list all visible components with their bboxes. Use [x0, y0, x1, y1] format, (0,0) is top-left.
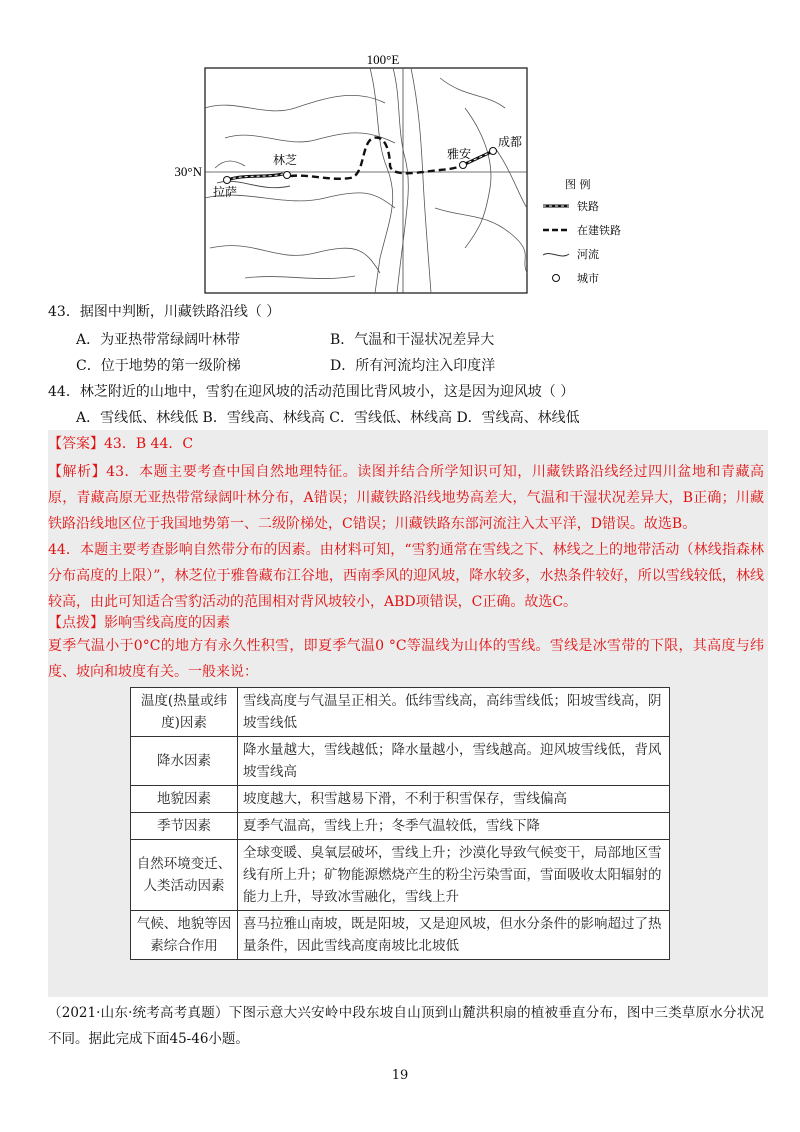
- city-linzhi: 林芝: [273, 153, 298, 167]
- table-row: [131, 840, 670, 911]
- city-lhasa: 拉萨: [213, 185, 238, 199]
- legend-river: 河流: [577, 248, 599, 261]
- next-question-intro: （2021·山东·统考高考真题）下图示意大兴安岭中段东坡自山顶到山麓洪积扇的植被垂直分布，图中三类草原水分状况不同。据此完成下面45-46小题。: [48, 1005, 764, 1047]
- legend-railway-construction: 在建铁路: [577, 224, 621, 237]
- desc-cell: 夏季气温高，雪线上升；冬季气温较低，雪线下降: [238, 813, 670, 840]
- factor-cell: 温度(热量或纬度)因素: [131, 688, 238, 737]
- table-row: [131, 911, 670, 960]
- q44-stem: 44．林芝附近的山地中，雪豹在迎风坡的活动范围比背风坡小，这是因为迎风坡（ ）: [48, 384, 575, 400]
- tip-title: 【点拨】影响雪线高度的因素: [48, 615, 230, 631]
- city-lhasa-marker: [224, 177, 231, 184]
- snowline-factors-table: [130, 687, 670, 960]
- analysis-44: 44．本题主要考查影响自然带分布的因素。由材料可知，“雪豹通常在雪线之下、林线之上的地带活动（林线指森林分布高度的上限）”，林芝位于雅鲁藏布江谷地，西南季风的迎风坡，降水较多，水热条件较好，所以雪线较低，林线较高，由此可知适合雪豹活动的范围相对背风坡较小，ABD项错误，C正确。故选C。: [48, 542, 764, 610]
- longitude-label: 100°E: [366, 52, 400, 67]
- q43-option-d: D．所有河流均注入印度洋: [330, 358, 496, 374]
- table-row: [131, 688, 670, 737]
- desc-cell: 全球变暖、臭氧层破坏，雪线上升；沙漠化导致气候变干，局部地区雪线有所上升；矿物能源燃烧产生的粉尘污染雪面，雪面吸收太阳辐射的能力上升，导致冰雪融化，雪线上升: [238, 840, 670, 911]
- city-chengdu-marker: [490, 148, 497, 155]
- q43-option-a: A．为亚热带常绿阔叶林带: [76, 332, 241, 348]
- city-yaan: 雅安: [447, 147, 472, 161]
- desc-cell: 降水量越大，雪线越低；降水量越小，雪线越高。迎风坡雪线低，背风坡雪线高: [238, 737, 670, 786]
- latitude-label: 30°N: [174, 164, 202, 179]
- q44-options: A．雪线低、林线低 B．雪线高、林线高 C．雪线低、林线高 D．雪线高、林线低: [76, 410, 580, 426]
- analysis-43: 【解析】43．本题主要考查中国自然地理特征。读图并结合所学知识可知，川藏铁路沿线经过四川盆地和青藏高原，青藏高原无亚热带常绿阔叶林分布，A错误；川藏铁路沿线地势高差大，气温和干湿状况差异大，B正确；川藏铁路沿线地区位于我国地势第一、二级阶梯处，C错误；川藏铁路东部河流注入太平洋，D错误。故选B。: [48, 464, 764, 532]
- city-linzhi-marker: [284, 172, 291, 179]
- tip-text: 夏季气温小于0°C的地方有永久性积雪，即夏季气温0 °C等温线为山体的雪线。雪线是冰雪带的下限，其高度与纬度、坡向和坡度有关。一般来说：: [48, 638, 764, 680]
- legend-title: 图 例: [565, 178, 591, 191]
- table-row: [131, 737, 670, 786]
- city-yaan-marker: [460, 162, 467, 169]
- q43-option-c: C．位于地势的第一级阶梯: [76, 358, 241, 374]
- factor-cell: 自然环境变迁、人类活动因素: [131, 840, 238, 911]
- table-row: [131, 786, 670, 813]
- factor-cell: 降水因素: [131, 737, 238, 786]
- legend-city: 城市: [577, 272, 599, 285]
- desc-cell: 喜马拉雅山南坡，既是阳坡，又是迎风坡，但水分条件的影响超过了热量条件，因此雪线高度南坡比北坡低: [238, 911, 670, 960]
- desc-cell: 雪线高度与气温呈正相关。低纬雪线高，高纬雪线低；阳坡雪线高，阴坡雪线低: [238, 688, 670, 737]
- answer-line: 【答案】43．B 44．C: [48, 436, 194, 452]
- q43-stem: 43．据图中判断，川藏铁路沿线（ ）: [48, 304, 281, 320]
- map-frame: [205, 68, 527, 293]
- map-legend: [543, 177, 621, 285]
- legend-railway: 铁路: [577, 200, 599, 213]
- factor-cell: 气候、地貌等因素综合作用: [131, 911, 238, 960]
- q43-option-b: B．气温和干湿状况差异大: [330, 332, 495, 348]
- city-chengdu: 成都: [498, 135, 523, 149]
- desc-cell: 坡度越大，积雪越易下滑，不利于积雪保存，雪线偏高: [238, 786, 670, 813]
- page-number: 19: [391, 1068, 409, 1083]
- factor-cell: 地貌因素: [131, 786, 238, 813]
- answer-block: [48, 430, 768, 997]
- railway-map: [165, 48, 645, 294]
- table-row: [131, 813, 670, 840]
- factor-cell: 季节因素: [131, 813, 238, 840]
